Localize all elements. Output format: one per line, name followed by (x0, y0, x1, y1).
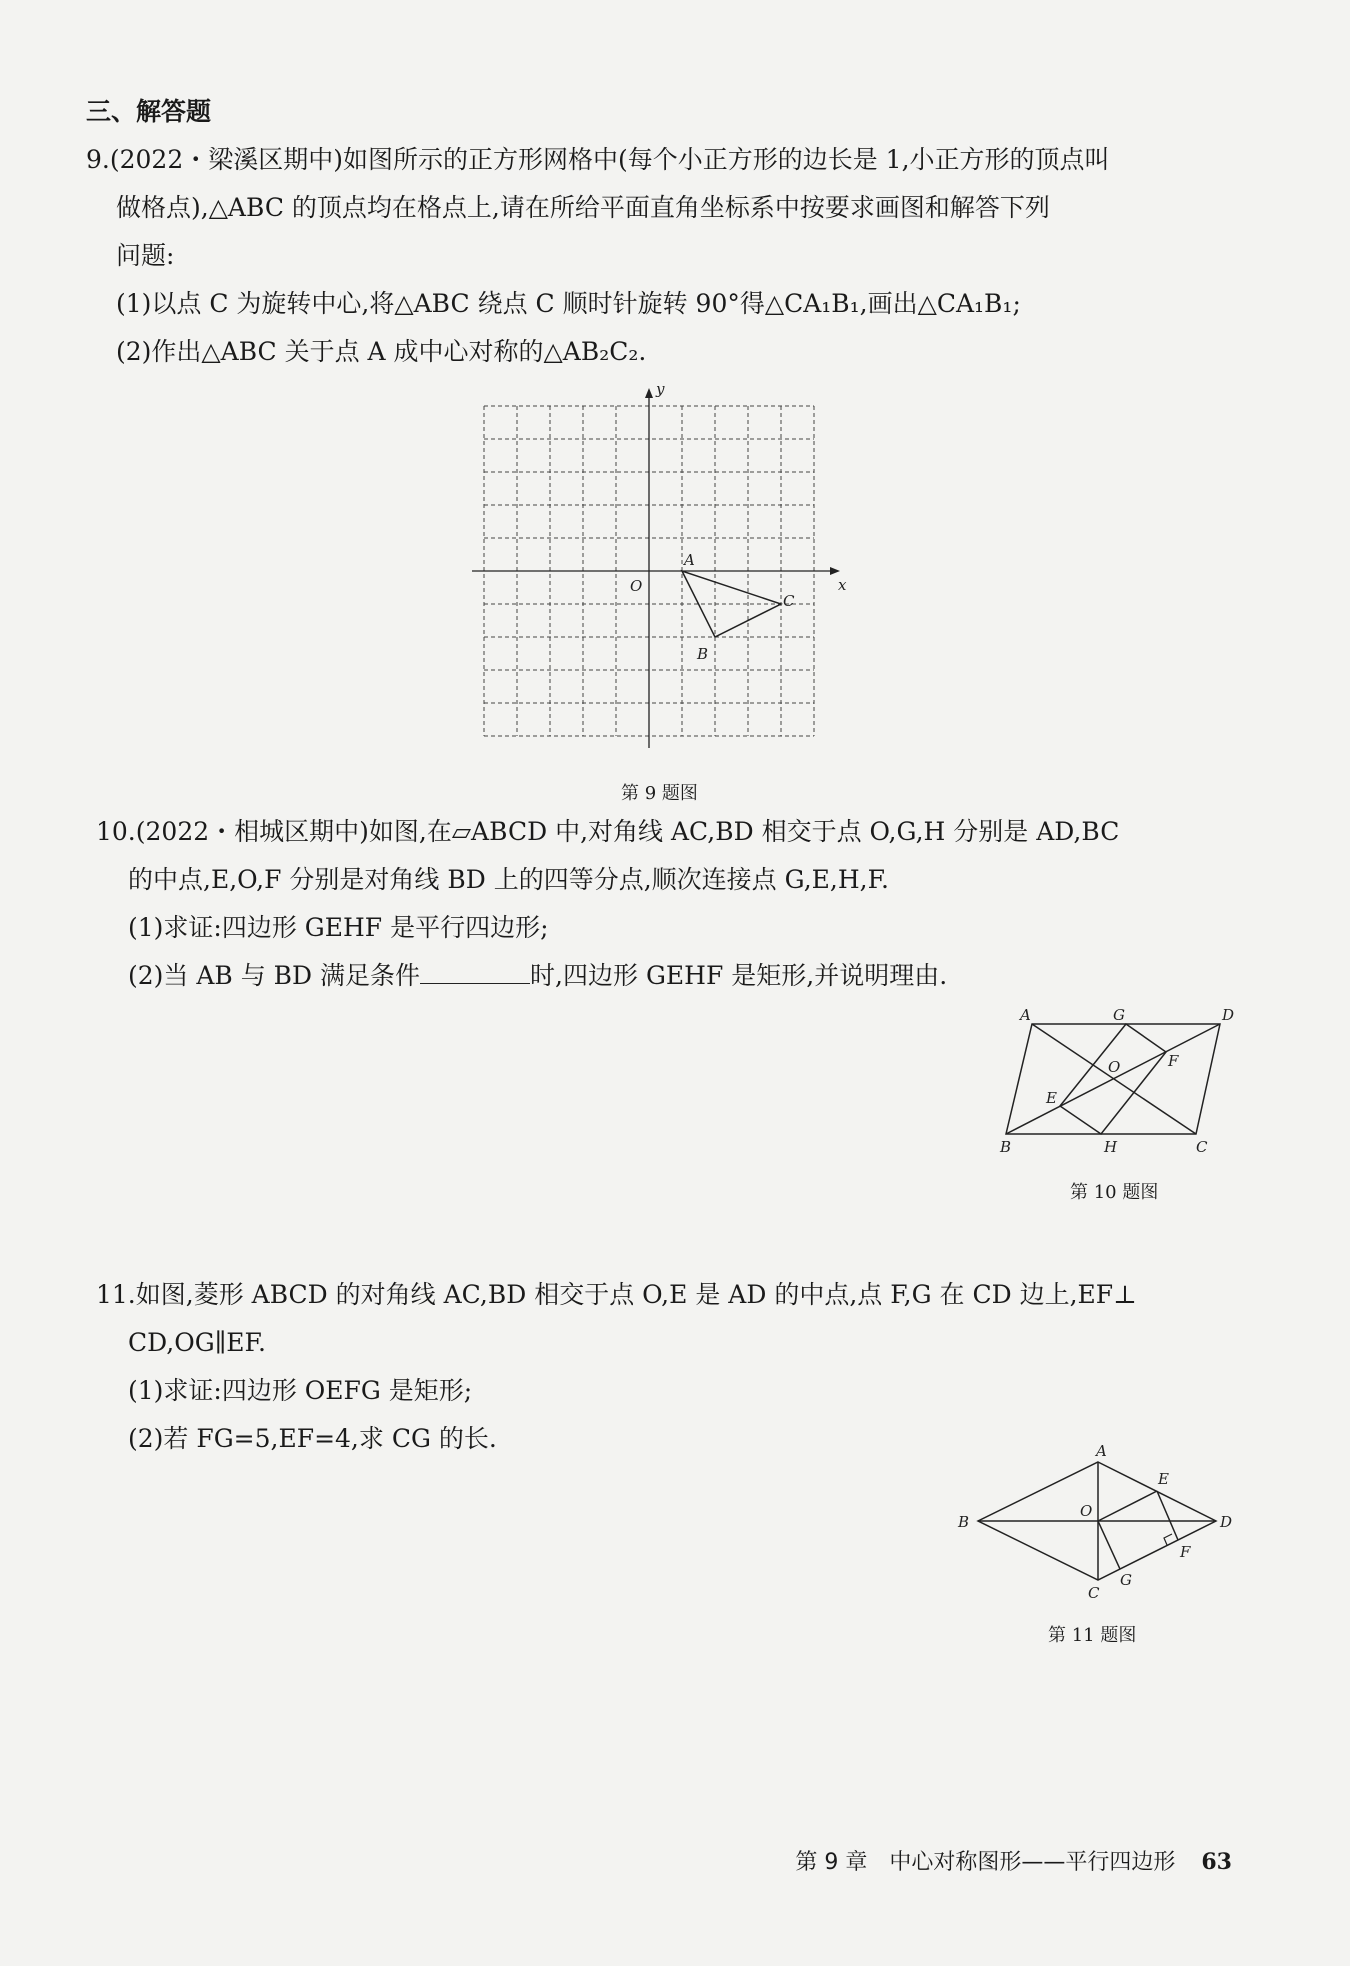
q11-label-c: C (1088, 1584, 1100, 1602)
q9-figure (470, 380, 860, 754)
q10-caption: 第 10 题图 (1070, 1182, 1159, 1203)
q11-label-a: A (1096, 1442, 1107, 1460)
page-footer (795, 1845, 1232, 1876)
q10-label-b: B (1000, 1138, 1012, 1156)
q11-figure (948, 1432, 1248, 1614)
q11-segment-og (1098, 1521, 1120, 1569)
q11-line-3: (1)求证:四边形 OEFG 是矩形; (128, 1376, 473, 1405)
q10-line-4 (128, 961, 947, 991)
page-number: 63 (1201, 1849, 1232, 1875)
q9-label-b: B (697, 645, 709, 663)
q9-line-1: 9.(2022・梁溪区期中)如图所示的正方形网格中(每个小正方形的边长是 1,小正方形的顶点叫 (86, 145, 1110, 174)
q11-segment-oe (1098, 1491, 1157, 1521)
q9-y-axis-label: y (656, 380, 665, 398)
q11-line-2: CD,OG∥EF. (128, 1328, 266, 1357)
q10-label-f: F (1168, 1052, 1179, 1070)
q9-caption: 第 9 题图 (621, 783, 698, 804)
q10-label-d: D (1222, 1006, 1235, 1024)
q9-line-3: 问题: (116, 241, 175, 270)
q9-x-axis-label: x (838, 576, 847, 594)
q10-answer-blank[interactable] (420, 963, 530, 984)
q11-label-g: G (1120, 1571, 1132, 1589)
q11-label-b: B (958, 1513, 970, 1531)
q9-axes (472, 388, 840, 748)
q9-origin-label: O (630, 577, 643, 595)
q11-label-d: D (1220, 1513, 1233, 1531)
q11-label-e: E (1158, 1470, 1169, 1488)
q9-label-a: A (684, 551, 695, 569)
chapter-title: 第 9 章 中心对称图形——平行四边形 (795, 1850, 1176, 1875)
q10-figure (990, 998, 1250, 1168)
q11-line-1: 11.如图,菱形 ABCD 的对角线 AC,BD 相交于点 O,E 是 AD 的中点,点 F,G 在 CD 边上,EF⊥ (96, 1280, 1137, 1309)
q10-line-3: (1)求证:四边形 GEHF 是平行四边形; (128, 913, 549, 942)
q9-label-c: C (783, 592, 795, 610)
q10-line-1: 10.(2022・相城区期中)如图,在▱ABCD 中,对角线 AC,BD 相交于点 O,G,H 分别是 AD,BC (96, 817, 1120, 846)
section-title: 三、解答题 (86, 97, 212, 126)
q10-label-e: E (1046, 1089, 1057, 1107)
q10-label-g: G (1113, 1006, 1125, 1024)
q10-label-a: A (1020, 1006, 1031, 1024)
q11-segment-ef (1157, 1491, 1178, 1540)
q9-line-2: 做格点),△ABC 的顶点均在格点上,请在所给平面直角坐标系中按要求画图和解答下列 (116, 193, 1050, 222)
q9-line-4: (1)以点 C 为旋转中心,将△ABC 绕点 C 顺时针旋转 90°得△CA₁B₁,画出△CA₁B₁; (116, 289, 1021, 318)
q11-label-o: O (1080, 1502, 1093, 1520)
q10-line-2: 的中点,E,O,F 分别是对角线 BD 上的四等分点,顺次连接点 G,E,H,F. (128, 865, 889, 894)
q10-label-c: C (1196, 1138, 1208, 1156)
q10-label-h: H (1104, 1138, 1118, 1156)
q10-line-4-before: (2)当 AB 与 BD 满足条件 (128, 961, 421, 990)
q9-line-5: (2)作出△ABC 关于点 A 成中心对称的△AB₂C₂. (116, 337, 647, 366)
q11-caption: 第 11 题图 (1048, 1625, 1137, 1646)
q10-line-4-after: 时,四边形 GEHF 是矩形,并说明理由. (530, 961, 948, 990)
q10-label-o: O (1108, 1058, 1121, 1076)
q11-label-f: F (1180, 1543, 1191, 1561)
q11-line-4: (2)若 FG=5,EF=4,求 CG 的长. (128, 1424, 497, 1453)
